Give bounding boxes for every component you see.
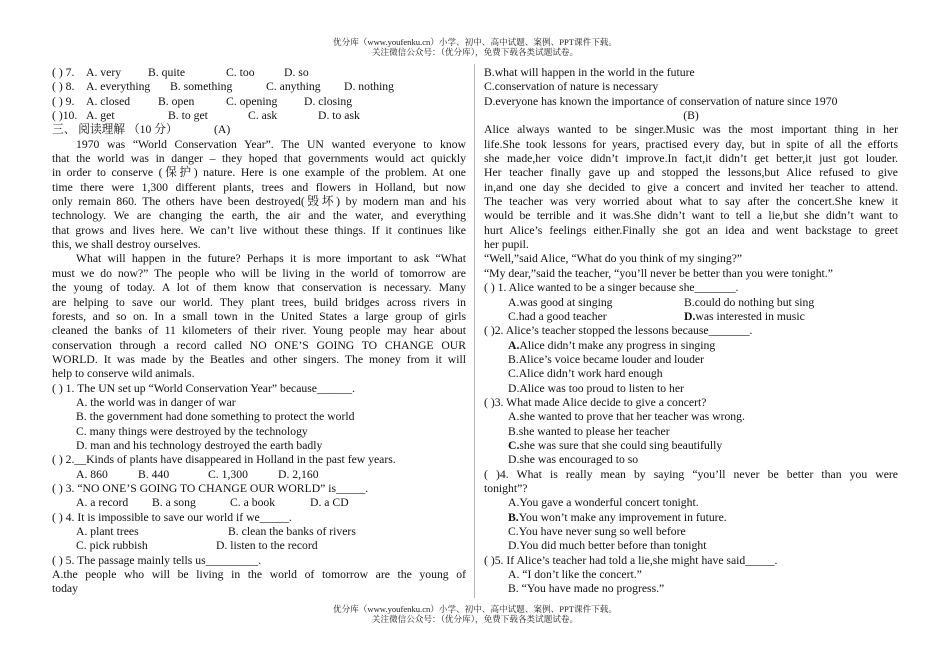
option: D.You did much better before than tonight bbox=[508, 539, 707, 553]
passage-b bbox=[484, 123, 898, 281]
passage-line: this, we shall destroy ourselves. bbox=[52, 238, 201, 252]
passage-line: hurt Alice’s feelings either.Finally she got an idea and went backstage to greet bbox=[484, 223, 898, 237]
option: B.what will happen in the world in the future bbox=[484, 66, 695, 79]
passage-line: are helping to save our world. They plant trees, build bridges across rivers in bbox=[52, 295, 466, 309]
passage-line: 1970 was “World Conservation Year”. The UN wanted everyone to know bbox=[76, 137, 466, 151]
option: B.Alice’s voice became louder and louder bbox=[508, 352, 705, 366]
question-a4: ( ) 4. It is impossible to save our world if we_____. A. plant trees B. clean the banks of rivers C. pick rubbish D. listen to the record bbox=[52, 510, 356, 553]
option: C. many things were destroyed by the technology bbox=[76, 424, 308, 438]
cloze-item-9: ( ) 9. A. closed B. open C. opening D. closing bbox=[52, 94, 353, 108]
passage-line: Her teacher finally gave up and stopped the lessons,but Alice refused to give bbox=[484, 166, 898, 180]
option: A.the people who will be living in the world of tomorrow are the young of bbox=[52, 568, 466, 582]
passage-line: in order to conserve (保护) nature. Here is one example of the problem. At one bbox=[52, 166, 466, 180]
cloze-item-10: ( )10. A. get B. to get C. ask D. to ask bbox=[52, 109, 360, 123]
option: A.You gave a wonderful concert tonight. bbox=[508, 496, 699, 510]
question-a3: ( ) 3. “NO ONE’S GOING TO CHANGE OUR WORLD” is_____. A. a record B. a song C. a book D. a CD bbox=[52, 481, 369, 510]
column-divider bbox=[474, 64, 475, 598]
question-a2: ( ) 2.__Kinds of plants have disappeared in Holland in the past few years. A. 860 B. 440 C. 1,300 D. 2,160 bbox=[52, 453, 396, 481]
passage-line: What will happen in the future? Perhaps it is more important to ask “What bbox=[76, 252, 466, 266]
option: A.she wanted to prove that her teacher was wrong. bbox=[508, 410, 745, 424]
option: C.Alice didn’t work hard enough bbox=[508, 367, 663, 381]
option: D.everyone has known the importance of conservation of nature since 1970 bbox=[484, 94, 838, 108]
option: C.You have never sung so well before bbox=[508, 525, 686, 538]
option: A. the world was in danger of war bbox=[76, 395, 236, 409]
question-b5: ( )5. If Alice’s teacher had told a lie,she might have said_____. A. “I don’t like the concert.” B. “You have made no progress.” bbox=[484, 554, 898, 597]
cloze-options bbox=[52, 66, 466, 123]
passage-line: cleaned the banks of 11 kilometers of their river. Young people may hear about bbox=[52, 324, 466, 338]
header-line-2: 关注微信公众号：（优分库），免费下载各类试题试卷。 bbox=[371, 47, 579, 57]
passage-line: Alice always wanted to be singer.Music was the most important thing in her bbox=[484, 123, 898, 137]
passage-line: technology. We are changing the earth, the air and the water, and everything bbox=[52, 209, 466, 223]
option: D.Alice was too proud to listen to her bbox=[508, 381, 684, 395]
footer-line-1: 优分库（www.youfenku.cn）小学、初中、高中试题、案例、PPT课件下载。 bbox=[333, 604, 617, 614]
question-b4: ( )4. What is really mean by saying “you’ll never be better than you were tonight”? A.You gave a wonderful concert tonight. B.You won’t make any improvement in future. C.You have never sung so well before D.You did much better before than tonight bbox=[484, 467, 898, 553]
footer-line-2: 关注微信公众号：（优分库），免费下载各类试题试卷。 bbox=[371, 614, 579, 624]
passage-line: the young of today. A lot of them know that conservation is necessary. Many bbox=[52, 281, 466, 295]
passage-line: her pupil. bbox=[484, 238, 529, 252]
passage-line: in,and one day she decided to give a concert and invited her teacher to attend. bbox=[484, 180, 898, 194]
header-line-1: 优分库（www.youfenku.cn）小学、初中、高中试题、案例、PPT课件下载。 bbox=[333, 37, 617, 47]
dialog-line: “Well,”said Alice, “What do you think of my singing?” bbox=[484, 252, 743, 266]
option: D.she was encouraged to so bbox=[508, 453, 639, 467]
passage-line: conservation through a record called NO ONE’S GOING TO CHANGE OUR bbox=[52, 338, 466, 352]
option: today bbox=[52, 582, 78, 596]
passage-line: help to conserve wild animals. bbox=[52, 367, 195, 381]
option: B. “You have made no progress.” bbox=[508, 582, 665, 596]
option: A. “I don’t like the concert.” bbox=[508, 568, 642, 582]
left-column bbox=[52, 66, 466, 597]
section-title: 三、 阅读理解 （10 分） (A) bbox=[52, 123, 231, 137]
passage-line: that the world was in danger – they hoped that governments would act quickly bbox=[52, 152, 466, 166]
passage-line: WORLD. It was made by the Beatles and other singers. The money from it will bbox=[52, 352, 466, 366]
question-a1: ( ) 1. The UN set up “World Conservation Year” because______. A. the world was in danger of war B. the government had done something to protect the world C. many things were destroyed by the technology D. man and his technology destroyed the earth badly bbox=[52, 382, 466, 454]
passage-line: forests, and so on. In a small town in the United States a large group of girls bbox=[52, 309, 466, 323]
question-a5: ( ) 5. The passage mainly tells us_________. A.the people who will be living in the world of tomorrow are the young of today bbox=[52, 553, 466, 596]
question-b1: ( ) 1. Alice wanted to be a singer because she_______. A.was good at singing B.could do nothing but sing C.had a good teacher D.was interested in music bbox=[484, 281, 815, 323]
question-b3: ( )3. What made Alice decide to give a concert? A.she wanted to prove that her teacher was wrong. B.she wanted to please her teacher C.she was sure that she could sing beautifully D.she was encouraged to so bbox=[484, 396, 898, 468]
passage-line: she made,her voice didn’t improve.In fact,it didn’t get better,it just got louder. bbox=[484, 152, 898, 166]
cloze-item-7: ( ) 7. A. very B. quite C. too D. so bbox=[52, 66, 309, 79]
dialog-line: “My dear,”said the teacher, “you’ll never be better than you were tonight.” bbox=[484, 266, 833, 280]
page-header bbox=[0, 37, 950, 57]
right-column bbox=[484, 66, 898, 597]
passage-line: must we do now?” The people who will be living in the world of tomorrow are bbox=[52, 266, 466, 280]
passage-line: would be terrible and it was.She didn’t want to tell a lie,but she didn’t want to bbox=[484, 209, 898, 223]
passage-line: life.She took lessons for years, practised every day, but in spite of all the efforts bbox=[484, 137, 898, 151]
cloze-item-8: ( ) 8. A. everything B. something C. anything D. nothing bbox=[52, 80, 394, 94]
option: B. the government had done something to protect the world bbox=[76, 410, 355, 424]
option: C.conservation of nature is necessary bbox=[484, 80, 659, 94]
option: D. man and his technology destroyed the earth badly bbox=[76, 438, 323, 452]
passage-line: time there were 1,300 different plants, trees and flowers in Holland, but now bbox=[52, 180, 466, 194]
question-b2: ( )2. Alice’s teacher stopped the lessons because_______. A.Alice didn’t make any progress in singing B.Alice’s voice became louder and louder C.Alice didn’t work hard enough D.Alice was too proud to listen to her bbox=[484, 324, 898, 396]
passage-line: only remain 860. The others have been destroyed(毁坏) by modern man and his bbox=[52, 195, 466, 209]
passage-line: that grows and lives here. We can’t live without these things. If it continues like bbox=[52, 223, 466, 237]
option: B.she wanted to please her teacher bbox=[508, 424, 670, 438]
passage-a bbox=[52, 138, 466, 382]
passage-b-label: (B) bbox=[683, 109, 699, 123]
passage-line: The teacher was very worried about what to say after the concert.She knew it bbox=[484, 195, 898, 209]
page-footer bbox=[0, 604, 950, 624]
